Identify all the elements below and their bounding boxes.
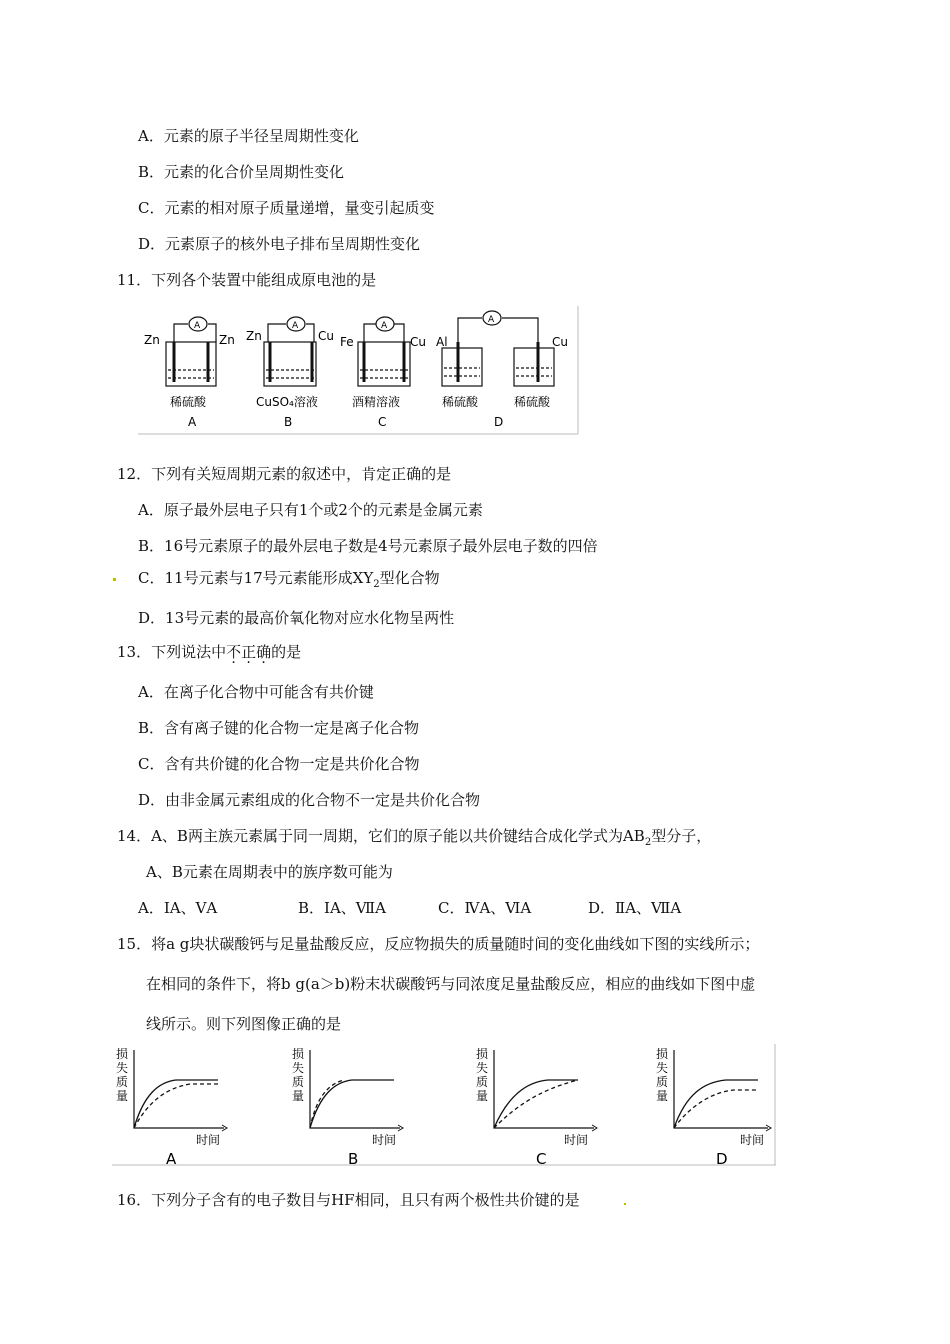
stray-mark bbox=[113, 578, 116, 581]
graph-b-xlabel: 时间 bbox=[372, 1133, 397, 1147]
cell-c-left: Fe bbox=[340, 335, 354, 349]
cell-a-right: Zn bbox=[219, 333, 235, 347]
cell-d-label: D bbox=[494, 415, 504, 429]
cell-d-left: Al bbox=[436, 335, 448, 349]
svg-text:损: 损 bbox=[476, 1047, 489, 1061]
meter-a-label: A bbox=[194, 321, 201, 331]
svg-text:损: 损 bbox=[656, 1047, 669, 1061]
graph-b-ylabel bbox=[292, 1046, 304, 1103]
svg-text:量: 量 bbox=[292, 1089, 305, 1103]
cell-d-solution-left: 稀硫酸 bbox=[442, 395, 479, 409]
q12-option-b: B．16号元素原子的最外层电子数是4号元素原子最外层电子数的四倍 bbox=[138, 537, 598, 555]
q14-options bbox=[138, 898, 681, 918]
svg-text:损: 损 bbox=[292, 1047, 305, 1061]
cell-c-label: C bbox=[378, 415, 387, 429]
q14-stem: 14．A、B两主族元素属于同一周期，它们的原子能以共价键结合成化学式为$AB_2$型分子， bbox=[117, 827, 712, 848]
q13-option-d: D．由非金属元素组成的化合物不一定是共价化合物 bbox=[138, 791, 481, 809]
svg-text:失: 失 bbox=[116, 1061, 129, 1075]
q15-line2: 在相同的条件下，将b g(a＞b)粉末状碳酸钙与同浓度足量盐酸反应，相应的曲线如下图中虚 bbox=[146, 975, 756, 993]
q14-option-b: B．ⅠA、ⅦA bbox=[298, 899, 386, 917]
svg-text:量: 量 bbox=[476, 1089, 489, 1103]
cell-d-solution-right: 稀硫酸 bbox=[514, 395, 551, 409]
cell-a bbox=[166, 317, 216, 386]
q10-option-a: A．元素的原子半径呈周期性变化 bbox=[138, 127, 359, 145]
q15-line3: 线所示。则下列图像正确的是 bbox=[146, 1015, 342, 1033]
svg-text:量: 量 bbox=[116, 1089, 129, 1103]
q13-option-b: B．含有离子键的化合物一定是离子化合物 bbox=[138, 719, 420, 737]
meter-d-label: A bbox=[488, 315, 495, 325]
graph-a-ylabel bbox=[116, 1046, 128, 1103]
q10-option-b: B．元素的化合价呈周期性变化 bbox=[138, 163, 345, 181]
q13-option-c: C．含有共价键的化合物一定是共价化合物 bbox=[138, 755, 420, 773]
q14-option-a: A．ⅠA、ⅤA bbox=[138, 899, 218, 917]
q15-mass-loss-graphs bbox=[112, 1044, 778, 1168]
meter-b-label: A bbox=[292, 321, 299, 331]
q11-stem: 11．下列各个装置中能组成原电池的是 bbox=[117, 271, 377, 289]
cell-b-right: Cu bbox=[318, 329, 334, 343]
q14-option-c: C．ⅣA、ⅥA bbox=[438, 899, 532, 917]
stray-mark-2 bbox=[624, 1203, 626, 1205]
cell-b-label: B bbox=[284, 415, 293, 429]
svg-text:失: 失 bbox=[476, 1061, 489, 1075]
graph-c bbox=[476, 1046, 597, 1168]
q14-stem-line2: A、B元素在周期表中的族序数可能为 bbox=[146, 863, 393, 881]
graph-a-xlabel: 时间 bbox=[196, 1133, 221, 1147]
graph-c-label: C bbox=[536, 1150, 547, 1168]
q12-option-a: A．原子最外层电子只有1个或2个的元素是金属元素 bbox=[138, 501, 483, 519]
svg-text:失: 失 bbox=[656, 1061, 669, 1075]
cell-a-left: Zn bbox=[144, 333, 160, 347]
cell-a-solution: 稀硫酸 bbox=[170, 395, 207, 409]
cell-c-solution: 酒精溶液 bbox=[352, 395, 401, 409]
cell-d-right: Cu bbox=[552, 335, 568, 349]
cell-b-left: Zn bbox=[246, 329, 262, 343]
svg-text:量: 量 bbox=[656, 1089, 669, 1103]
q12-option-d: D．13号元素的最高价氧化物对应水化物呈两性 bbox=[138, 609, 455, 627]
cell-c-right: Cu bbox=[410, 335, 426, 349]
meter-c-label: A bbox=[381, 321, 388, 331]
graph-d bbox=[656, 1046, 771, 1168]
q14-option-d: D．ⅡA、ⅦA bbox=[588, 899, 682, 917]
graph-d-label: D bbox=[716, 1150, 728, 1168]
q12-option-c: C．11号元素与17号元素能形成$XY_2$型化合物 bbox=[138, 569, 440, 590]
svg-text:失: 失 bbox=[292, 1061, 305, 1075]
q13-stem: 13．下列说法中不正确的是 bbox=[117, 643, 302, 661]
svg-text:质: 质 bbox=[656, 1075, 669, 1089]
svg-text:损: 损 bbox=[116, 1047, 129, 1061]
graph-d-ylabel bbox=[656, 1046, 668, 1103]
cell-b bbox=[264, 317, 316, 386]
graph-d-xlabel: 时间 bbox=[740, 1133, 765, 1147]
q10-option-d: D．元素原子的核外电子排布呈周期性变化 bbox=[138, 235, 421, 253]
q16-stem: 16．下列分子含有的电子数目与HF相同，且只有两个极性共价键的是 bbox=[117, 1191, 580, 1209]
svg-text:质: 质 bbox=[292, 1075, 305, 1089]
graph-b bbox=[292, 1046, 403, 1168]
cell-a-label: A bbox=[188, 415, 197, 429]
cell-b-solution: CuSO₄溶液 bbox=[256, 395, 318, 409]
q13-option-a: A．在离子化合物中可能含有共价键 bbox=[138, 683, 374, 701]
cell-d bbox=[442, 311, 554, 386]
q15-line1: 15．将a g块状碳酸钙与足量盐酸反应，反应物损失的质量随时间的变化曲线如下图的实线所示； bbox=[117, 935, 760, 953]
graph-a bbox=[116, 1046, 227, 1168]
q12-stem: 12．下列有关短周期元素的叙述中，肯定正确的是 bbox=[117, 465, 452, 483]
svg-text:质: 质 bbox=[476, 1075, 489, 1089]
graph-a-label: A bbox=[166, 1150, 177, 1168]
svg-text:质: 质 bbox=[116, 1075, 129, 1089]
q11-galvanic-cells-figure bbox=[136, 304, 580, 436]
graph-c-xlabel: 时间 bbox=[564, 1133, 589, 1147]
graph-c-ylabel bbox=[476, 1046, 488, 1103]
q10-option-c: C．元素的相对原子质量递增，量变引起质变 bbox=[138, 199, 435, 217]
graph-b-label: B bbox=[348, 1150, 359, 1168]
